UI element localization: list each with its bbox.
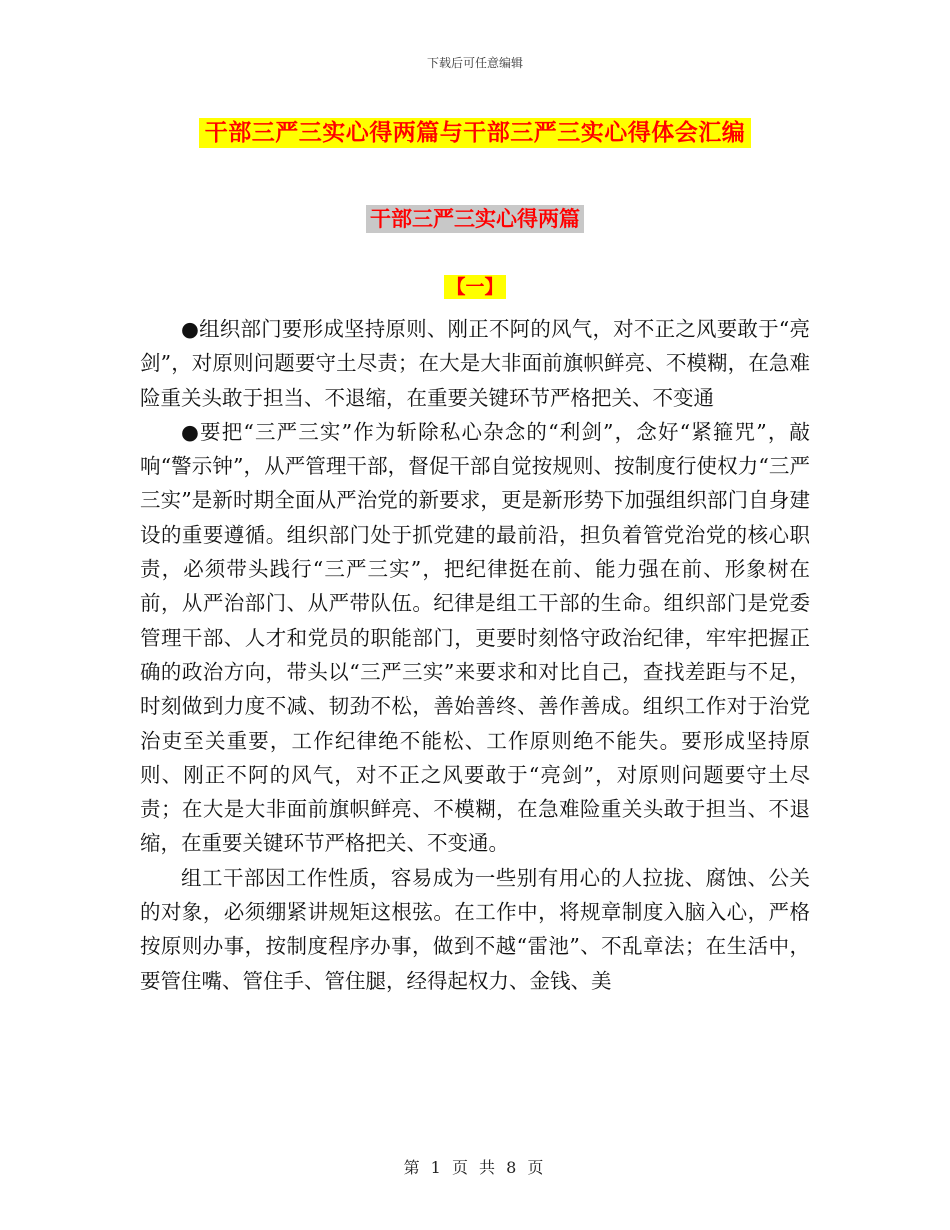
header-note: 下载后可任意编辑 xyxy=(426,56,523,70)
paragraph-2: ●要把“三严三实”作为斩除私心杂念的“利剑”，念好“紧箍咒”，敲响“警示钟”，从严管理干部，督促干部自觉按规则、按制度行使权力“三严三实”是新时期全面从严治党的新要求，更是新形势下加强组织部门自身建设的重要遵循。组织部门处于抓党建的最前沿，担负着管党治党的核心职责，必须带头践行“三严三实”，把纪律挺在前、能力强在前、形象树在前，从严治部门、从严带队伍。纪律是组工干部的生命。组织部门是党委管理干部、人才和党员的职能部门，更要时刻恪守政治纪律，牢牢把握正确的政治方向，带头以“三严三实”来要求和对比自己，查找差距与不足，时刻做到力度不减、韧劲不松，善始善终、善作善成。组织工作对于治党治吏至关重要，工作纪律绝不能松、工作原则绝不能失。要形成坚持原则、刚正不阿的风气，对不正之风要敢于“亮剑”，对原则问题要守土尽责；在大是大非面前旗帜鲜亮、不模糊，在急难险重关头敢于担当、不退缩，在重要关键环节严格把关、不变通。 xyxy=(140,419,810,856)
paragraph-3: 组工干部因工作性质，容易成为一些别有用心的人拉拢、腐蚀、公关的对象，必须绷紧讲规矩这根弦。在工作中，将规章制度入脑入心，严格按原则办事，按制度程序办事，做到不越“雷池”、不乱章法；在生活中，要管住嘴、管住手、管住腿，经得起权力、金钱、美 xyxy=(140,865,810,993)
page-number: 第 1 页 共 8 页 xyxy=(403,1158,547,1177)
section-marker-text: 【一】 xyxy=(446,276,504,298)
section-title-text: 干部三严三实心得两篇 xyxy=(366,205,584,233)
body-text xyxy=(140,312,810,998)
paragraph-1: ●组织部门要形成坚持原则、刚正不阿的风气，对不正之风要敢于“亮剑”，对原则问题要守土尽责；在大是大非面前旗帜鲜亮、不模糊，在急难险重关头敢于担当、不退缩，在重要关键环节严格把关、不变通 xyxy=(140,317,810,410)
document-title-text: 干部三严三实心得两篇与干部三严三实心得体会汇编 xyxy=(199,118,752,148)
section-title xyxy=(0,203,950,233)
document-title xyxy=(0,114,950,147)
section-marker xyxy=(0,272,950,299)
